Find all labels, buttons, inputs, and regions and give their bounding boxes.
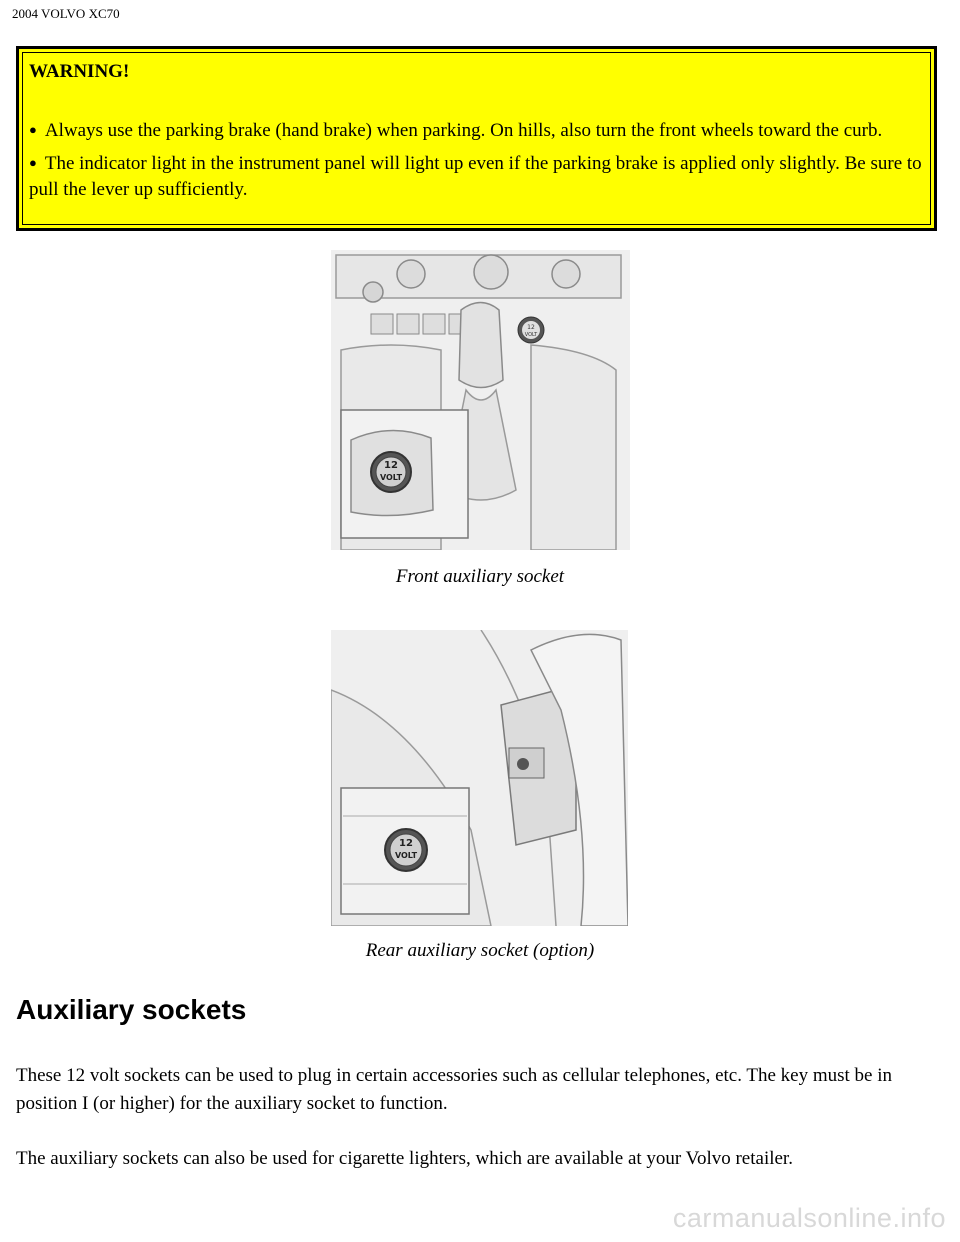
warning-item (29, 117, 924, 144)
warning-item (29, 150, 924, 203)
rear-socket-caption: Rear auxiliary socket (option) (365, 940, 595, 961)
rear-socket-illustration (331, 630, 628, 926)
warning-list (29, 117, 924, 209)
warning-item-text: The indicator light in the instrument panel will light up even if the parking brake is applied only slightly. Be sure to pull the lever up sufficiently. (29, 153, 922, 200)
warning-item-text: Always use the parking brake (hand brake) when parking. On hills, also turn the front wheels toward the curb. (44, 120, 883, 141)
front-socket-label-top: 12 (384, 460, 398, 471)
svg-text:VOLT: VOLT (524, 332, 538, 338)
page-header: 2004 VOLVO XC70 (12, 6, 120, 21)
rear-socket-label-top: 12 (399, 838, 413, 849)
front-socket-illustration (331, 250, 630, 550)
rear-socket-drawing (331, 630, 628, 926)
front-socket-drawing (331, 250, 630, 550)
svg-text:12: 12 (527, 324, 535, 331)
bullet-icon: ● (29, 155, 37, 170)
watermark: carmanualsonline.info (672, 1203, 946, 1233)
warning-title: WARNING! (29, 61, 130, 82)
body-paragraph: These 12 volt sockets can be used to plug in certain accessories such as cellular telephones, etc. The key must be in position I (or higher) for the auxiliary socket to function. (16, 1065, 893, 1114)
warning-box (16, 46, 937, 231)
rear-socket-label-bottom: VOLT (394, 851, 418, 860)
front-socket-label-bottom: VOLT (379, 473, 403, 482)
bullet-icon: ● (29, 122, 37, 137)
front-socket-caption: Front auxiliary socket (395, 566, 565, 587)
body-paragraph: The auxiliary sockets can also be used for cigarette lighters, which are available at your Volvo retailer. (16, 1148, 793, 1169)
section-heading: Auxiliary sockets (16, 994, 247, 1025)
